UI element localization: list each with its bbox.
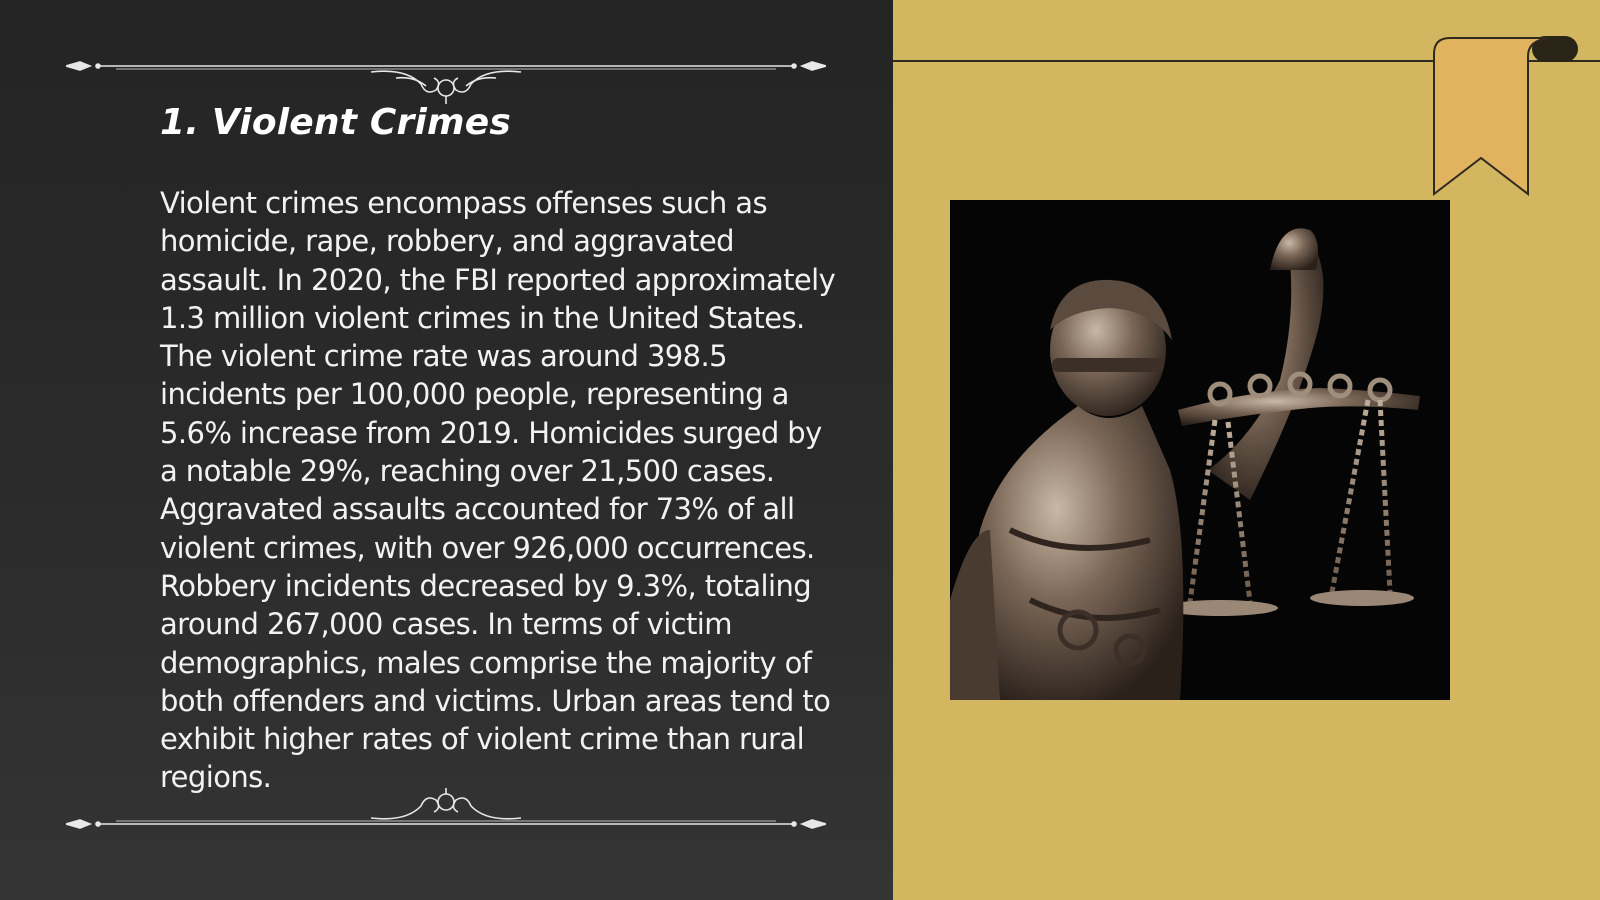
bookmark-ribbon-icon [1432,34,1600,202]
slide-title: 1. Violent Crimes [160,102,511,143]
bottom-ornament-divider [66,788,826,838]
top-ornament-divider [66,54,826,104]
lady-justice-image [950,200,1450,700]
slide-body-text: Violent crimes encompass offenses such as homicide, rape, robbery, and aggravated assault. In 2020, the FBI reported approximately 1.3 million violent crimes in the United States. The violent crime rate was around 398.5 incidents per 100,000 people, representing a 5.6% increase from 2019. Homicides surged by a notable 29%, reaching over 21,500 cases. Aggravated assaults accounted for 73% of all violent crimes, with over 926,000 occurrences. Robbery incidents decreased by 9.3%, totaling around 267,000 cases. In terms of victim demographics, males comprise the majority of both offenders and victims. Urban areas tend to exhibit higher rates of violent crime than rural regions. [160,186,836,795]
